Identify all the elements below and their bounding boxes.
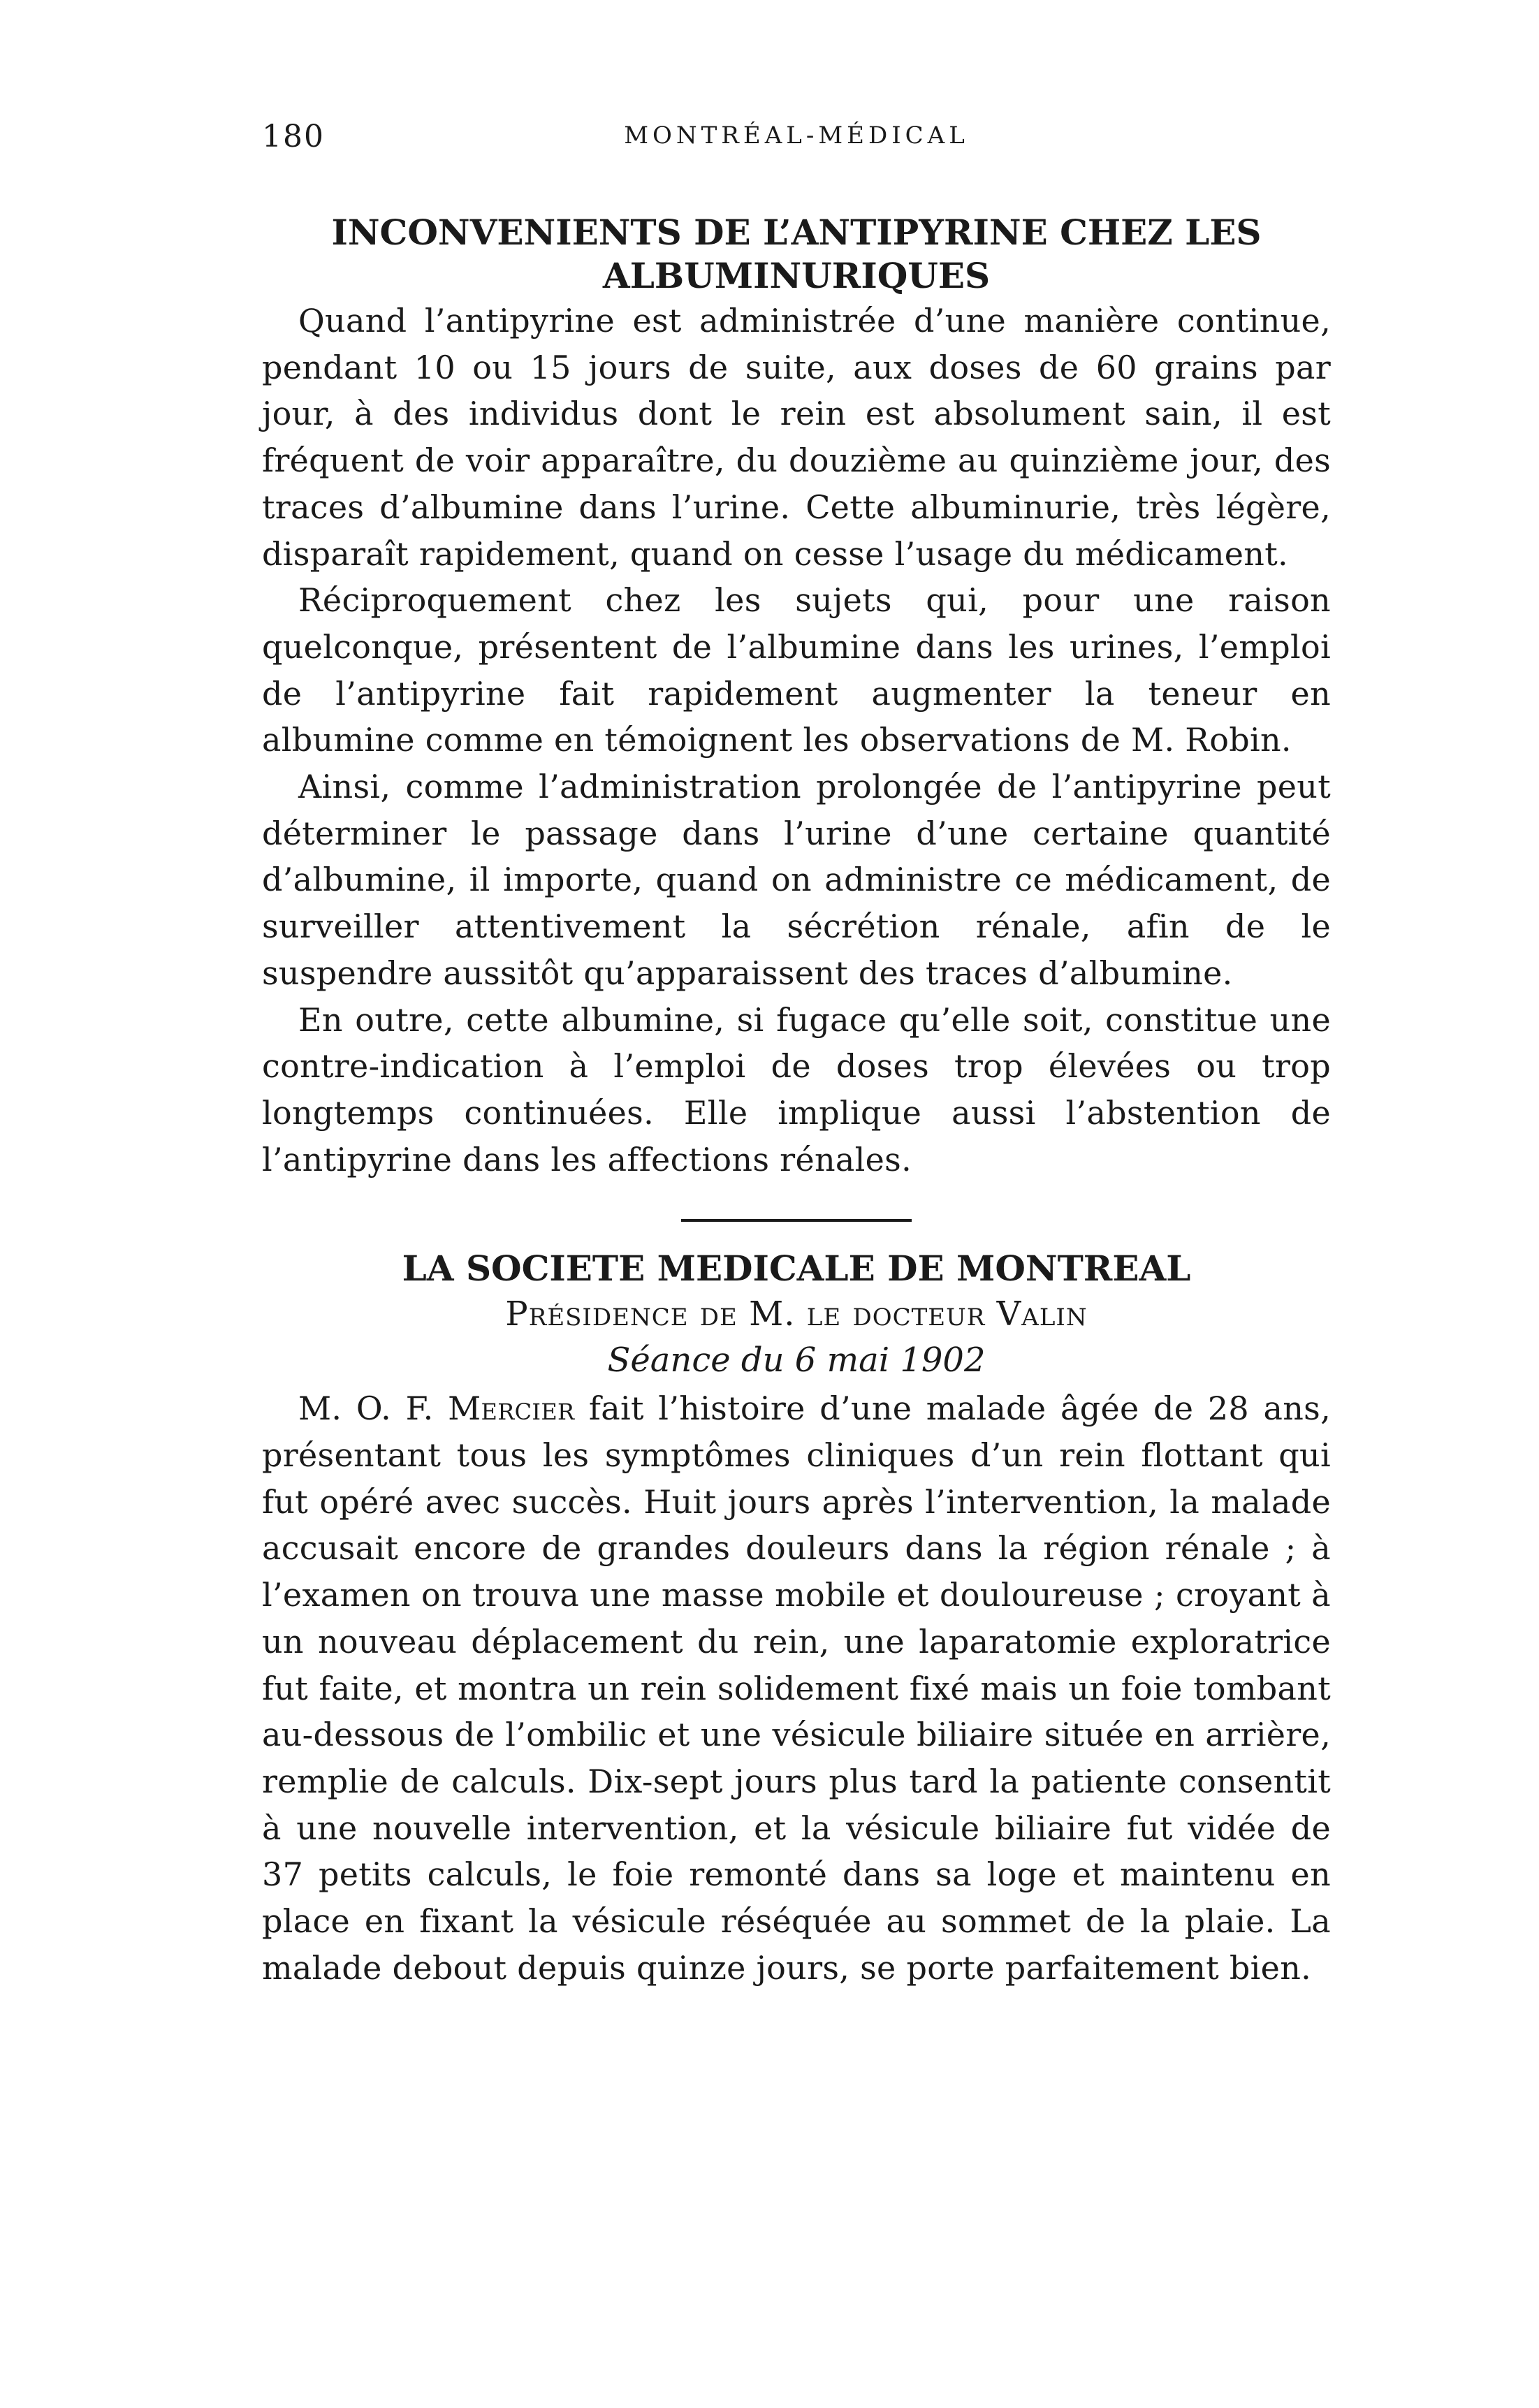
section-divider [681,1219,912,1222]
article-societe-medicale [262,1247,1331,1991]
mercier-paragraph [262,1385,1331,1991]
article-title-line1: INCONVENIENTS DE L’ANTIPYRINE CHEZ LES [331,212,1262,253]
paragraph-3: Ainsi, comme l’administration prolongée de l’antipyrine peut déterminer le passage dans l’urine d’une certaine quantité d’albumine, il importe, quand on administre ce médicament, de surveiller attentivement la sécrétion rénale, afin de le suspendre aussitôt qu’apparaissent des traces d’albumine. [262,768,1331,992]
journal-title: MONTRÉAL-MÉDICAL [624,122,969,149]
presidence-text: Présidence de M. le docteur Valin [505,1294,1088,1334]
speaker-prefix: M. O. F. [298,1389,448,1428]
article-antipyrine [262,211,1331,1183]
presidence-line [262,1294,1331,1334]
speaker-name: Mercier [448,1389,575,1428]
paragraph-body: fait l’histoire d’une malade âgée de 28 ans, présentant tous les symptômes cliniques d’un rein flottant qui fut opéré avec succès. Huit jours après l’intervention, la malade accusait encore de grandes douleurs dans la région rénale ; à l’examen on trouva une masse mobile et douloureuse ; croyant à un nouveau déplacement du rein, une laparatomie exploratrice fut faite, et montra un rein solidement fixé mais un foie tombant au-dessous de l’ombilic et une vésicule biliaire située en arrière, remplie de calculs. Dix-sept jours plus tard la patiente consentit à une nouvelle intervention, et la vésicule biliaire fut vidée de 37 petits calculs, le foie remonté dans sa loge et maintenu en place en fixant la vésicule réséquée au sommet de la plaie. La malade debout depuis quinze jours, se porte parfaitement bien. [262,1389,1331,1987]
page-number: 180 [262,119,325,154]
paragraph-4: En outre, cette albumine, si fugace qu’elle soit, constitue une contre-indication à l’emploi de doses trop élevées ou trop longtemps continuées. Elle implique aussi l’abstention de l’antipyrine dans les affections rénales. [262,1000,1331,1179]
society-title: LA SOCIETE MEDICALE DE MONTREAL [402,1248,1191,1290]
seance-date: Séance du 6 mai 1902 [607,1341,986,1380]
article-title-line2: ALBUMINURIQUES [602,255,991,296]
paragraph-1: Quand l’antipyrine est administrée d’une manière continue, pendant 10 ou 15 jours de suite, aux doses de 60 grains par jour, à des individus dont le rein est absolument sain, il est fréquent de voir apparaître, du douzième au quinzième jour, des traces d’albumine dans l’urine. Cette albuminurie, très légère, disparaît rapidement, quand on cesse l’usage du médicament. [262,302,1331,573]
paragraph-2: Réciproquement chez les sujets qui, pour une raison quelconque, présentent de l’albumine dans les urines, l’emploi de l’antipyrine fait rapidement augmenter la teneur en albumine comme en témoignent les observations de M. Robin. [262,581,1331,759]
page [262,105,1331,1992]
running-head [262,105,1331,161]
